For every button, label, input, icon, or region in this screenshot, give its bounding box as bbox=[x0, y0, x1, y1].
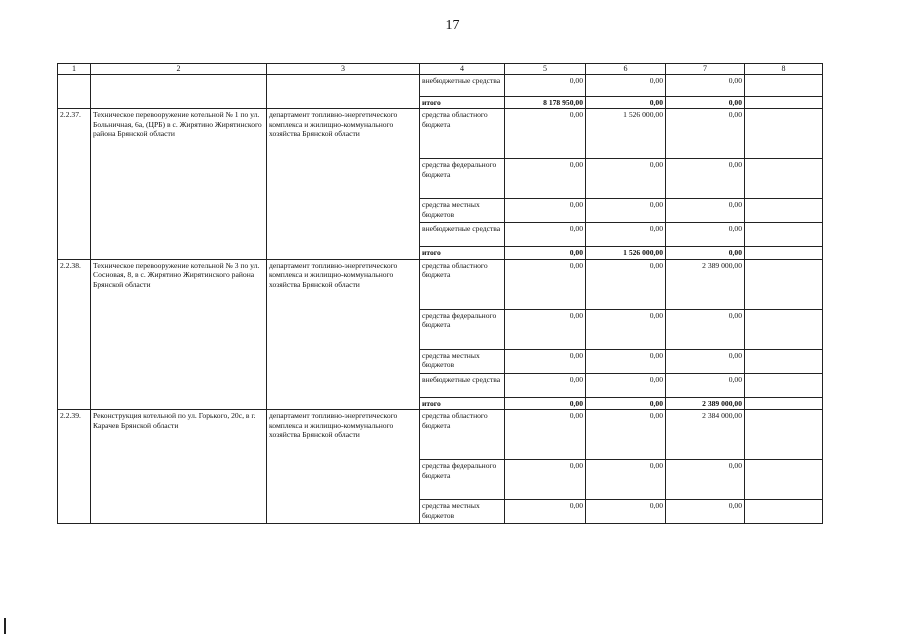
column-header: 2 bbox=[91, 64, 267, 75]
budget-table bbox=[57, 63, 823, 524]
funding-source: внебюджетные средства bbox=[420, 223, 505, 247]
empty-cell bbox=[745, 159, 823, 199]
amount-cell: 0,00 bbox=[666, 75, 745, 97]
empty-cell bbox=[58, 75, 91, 109]
funding-source: внебюджетные средства bbox=[420, 75, 505, 97]
amount-cell: 0,00 bbox=[586, 159, 666, 199]
item-name: Техническое перевооружение котельной № 3 по ул. Сосновая, 8, в с. Жирятино Жирятинского района Брянской области bbox=[91, 259, 267, 409]
amount-cell: 2 389 000,00 bbox=[666, 259, 745, 309]
amount-cell: 0,00 bbox=[666, 373, 745, 397]
column-header: 4 bbox=[420, 64, 505, 75]
amount-cell: 0,00 bbox=[666, 97, 745, 109]
funding-source: внебюджетные средства bbox=[420, 373, 505, 397]
item-name: Реконструкция котельной по ул. Горького, 20с, в г. Карачев Брянской области bbox=[91, 410, 267, 524]
amount-cell: 0,00 bbox=[505, 460, 586, 500]
empty-cell bbox=[267, 75, 420, 109]
amount-cell: 8 178 950,00 bbox=[505, 97, 586, 109]
amount-cell: 0,00 bbox=[505, 373, 586, 397]
amount-cell: 0,00 bbox=[505, 159, 586, 199]
empty-cell bbox=[745, 349, 823, 373]
column-header: 3 bbox=[267, 64, 420, 75]
amount-cell: 0,00 bbox=[666, 199, 745, 223]
amount-cell: 0,00 bbox=[505, 397, 586, 409]
amount-cell: 0,00 bbox=[586, 397, 666, 409]
amount-cell: 0,00 bbox=[586, 199, 666, 223]
empty-cell bbox=[745, 410, 823, 460]
column-header: 8 bbox=[745, 64, 823, 75]
item-executor: департамент топливно-энергетического комплекса и жилищно-коммунального хозяйства Брянской области bbox=[267, 259, 420, 409]
table-row bbox=[58, 75, 823, 97]
funding-source: средства федерального бюджета bbox=[420, 159, 505, 199]
amount-cell: 1 526 000,00 bbox=[586, 247, 666, 259]
page-number: 17 bbox=[445, 18, 460, 33]
item-executor: департамент топливно-энергетического комплекса и жилищно-коммунального хозяйства Брянской области bbox=[267, 410, 420, 524]
amount-cell: 0,00 bbox=[505, 223, 586, 247]
amount-cell: 0,00 bbox=[586, 75, 666, 97]
empty-cell bbox=[745, 397, 823, 409]
amount-cell: 0,00 bbox=[666, 500, 745, 524]
item-number: 2.2.37. bbox=[58, 109, 91, 259]
amount-cell: 0,00 bbox=[505, 247, 586, 259]
amount-cell: 0,00 bbox=[666, 349, 745, 373]
funding-source: средства областного бюджета bbox=[420, 259, 505, 309]
amount-cell: 0,00 bbox=[666, 159, 745, 199]
item-name: Техническое перевооружение котельной № 1 по ул. Больничная, 6а, (ЦРБ) в с. Жирятино Жирятинского района Брянской области bbox=[91, 109, 267, 259]
amount-cell: 0,00 bbox=[586, 410, 666, 460]
amount-cell: 0,00 bbox=[586, 223, 666, 247]
column-header: 1 bbox=[58, 64, 91, 75]
header-row bbox=[58, 64, 823, 75]
funding-source: средства областного бюджета bbox=[420, 410, 505, 460]
total-label: итого bbox=[420, 397, 505, 409]
empty-cell bbox=[745, 247, 823, 259]
amount-cell: 0,00 bbox=[666, 109, 745, 159]
funding-source: средства местных бюджетов bbox=[420, 349, 505, 373]
amount-cell: 0,00 bbox=[666, 223, 745, 247]
amount-cell: 0,00 bbox=[505, 259, 586, 309]
column-header: 6 bbox=[586, 64, 666, 75]
funding-source: средства федерального бюджета bbox=[420, 309, 505, 349]
amount-cell: 2 389 000,00 bbox=[666, 397, 745, 409]
empty-cell bbox=[91, 75, 267, 109]
amount-cell: 2 384 000,00 bbox=[666, 410, 745, 460]
total-label: итого bbox=[420, 97, 505, 109]
amount-cell: 0,00 bbox=[586, 460, 666, 500]
amount-cell: 0,00 bbox=[586, 500, 666, 524]
table-row bbox=[58, 259, 823, 309]
amount-cell: 0,00 bbox=[505, 75, 586, 97]
funding-source: средства федерального бюджета bbox=[420, 460, 505, 500]
amount-cell: 0,00 bbox=[505, 349, 586, 373]
empty-cell bbox=[745, 460, 823, 500]
amount-cell: 0,00 bbox=[666, 247, 745, 259]
item-executor: департамент топливно-энергетического комплекса и жилищно-коммунального хозяйства Брянской области bbox=[267, 109, 420, 259]
scan-edge-mark bbox=[4, 618, 6, 634]
funding-source: средства местных бюджетов bbox=[420, 500, 505, 524]
empty-cell bbox=[745, 309, 823, 349]
amount-cell: 0,00 bbox=[586, 373, 666, 397]
item-number: 2.2.38. bbox=[58, 259, 91, 409]
empty-cell bbox=[745, 259, 823, 309]
funding-source: средства областного бюджета bbox=[420, 109, 505, 159]
amount-cell: 0,00 bbox=[505, 500, 586, 524]
amount-cell: 0,00 bbox=[586, 349, 666, 373]
empty-cell bbox=[745, 373, 823, 397]
empty-cell bbox=[745, 223, 823, 247]
total-label: итого bbox=[420, 247, 505, 259]
amount-cell: 1 526 000,00 bbox=[586, 109, 666, 159]
column-header: 5 bbox=[505, 64, 586, 75]
amount-cell: 0,00 bbox=[505, 109, 586, 159]
table-row bbox=[58, 410, 823, 460]
amount-cell: 0,00 bbox=[586, 309, 666, 349]
empty-cell bbox=[745, 500, 823, 524]
amount-cell: 0,00 bbox=[586, 259, 666, 309]
empty-cell bbox=[745, 109, 823, 159]
column-header: 7 bbox=[666, 64, 745, 75]
amount-cell: 0,00 bbox=[505, 199, 586, 223]
funding-source: средства местных бюджетов bbox=[420, 199, 505, 223]
amount-cell: 0,00 bbox=[505, 410, 586, 460]
item-number: 2.2.39. bbox=[58, 410, 91, 524]
amount-cell: 0,00 bbox=[505, 309, 586, 349]
amount-cell: 0,00 bbox=[666, 309, 745, 349]
empty-cell bbox=[745, 75, 823, 97]
table-row bbox=[58, 109, 823, 159]
empty-cell bbox=[745, 97, 823, 109]
empty-cell bbox=[745, 199, 823, 223]
amount-cell: 0,00 bbox=[666, 460, 745, 500]
amount-cell: 0,00 bbox=[586, 97, 666, 109]
